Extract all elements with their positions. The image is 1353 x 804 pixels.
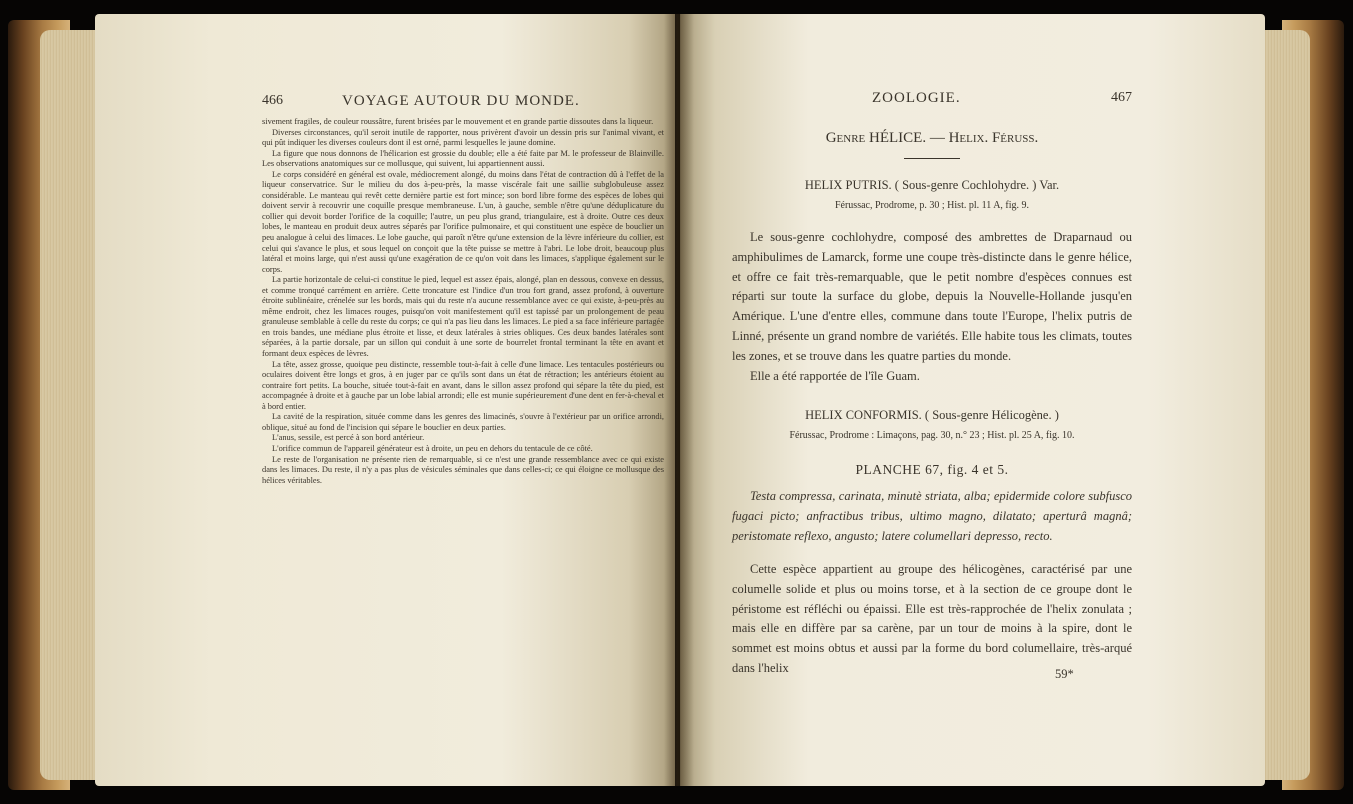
species-reference-putris: Férussac, Prodrome, p. 30 ; Hist. pl. 11 A, fig. 9. xyxy=(834,200,1030,211)
putris-description xyxy=(732,228,1132,386)
left-paragraph: L'orifice commun de l'appareil générateur est à droite, un peu en dehors du tentacule de ce côté. xyxy=(272,443,593,453)
latin-diagnosis xyxy=(732,487,1132,546)
left-paragraph: La figure que nous donnons de l'hélicarion est grossie du double; elle a été faite par M. le professeur de Blainville. Les observations anatomiques sur ce mollusque, qui suivent, lui appartiennent aussi. xyxy=(262,148,664,169)
left-paragraph: L'anus, sessile, est percé à son bord antérieur. xyxy=(272,433,425,443)
right-page-number: 467 xyxy=(1111,90,1132,105)
species-reference-conformis: Férussac, Prodrome : Limaçons, pag. 30, n.° 23 ; Hist. pl. 25 A, fig. 10. xyxy=(789,430,1075,441)
heading-rule xyxy=(904,158,960,159)
left-paragraph: sivement fragiles, de couleur roussâtre, furent brisées par le mouvement et en grande partie dissoutes dans la liqueur. xyxy=(262,117,654,126)
right-running-head xyxy=(732,90,1132,112)
book-gutter xyxy=(664,14,694,786)
left-paragraph: Le reste de l'organisation ne présente rien de remarquable, si ce n'est une grande ressemblance avec ce qui existe dans les limaces. Du reste, il n'y a pas plus de vésicules séminales que dans celles-ci; ce qui éloigne ce mollusque des hélices véritables. xyxy=(262,454,664,485)
putris-paragraph: Elle a été rapportée de l'île Guam. xyxy=(750,368,920,383)
genre-heading: Genre HÉLICE. — Helix. Féruss. xyxy=(825,130,1039,146)
species-heading-putris: HELIX PUTRIS. ( Sous-genre Cochlohydre. ) Var. xyxy=(804,178,1060,192)
signature-mark: 59* xyxy=(1055,667,1074,681)
right-running-title: ZOOLOGIE. xyxy=(872,90,961,106)
putris-paragraph: Le sous-genre cochlohydre, composé des ambrettes de Draparnaud ou amphibulimes de Lamarck, forme une coupe très-distincte dans le genre hélice, et offre ce fait très-remarquable, que le petit nombre d'espèces connues est réparti sur toute la surface du globe, depuis la Nouvelle-Hollande jusqu'en Amérique. L'une d'entre elles, commune dans toute l'Europe, l'helix putris de Linné, présente un grand nombre de variétés. Elle habite tous les climats, toutes les zones, et se trouve dans les quatre parties du monde. xyxy=(732,230,1132,363)
conformis-paragraph: Cette espèce appartient au groupe des hélicogènes, caractérisé par une columelle solide et plus ou moins torse, et à la section de ce groupe dont le péristome est réfléchi ou épaissi. Elle est très-rapprochée de l'helix zonulata ; mais elle en diffère par sa carène, par un tour de moins à la spire, dont le sommet est moins obtus et aussi par la forme du bord columellaire, très-arqué dans l'helix xyxy=(732,562,1132,675)
left-page-body xyxy=(262,117,664,486)
left-paragraph: La cavité de la respiration, située comme dans les genres des limacinés, s'ouvre à l'extérieur par un orifice arrondi, oblique, situé au fond de l'incision qui sépare le bouclier en deux parties. xyxy=(262,412,664,432)
left-paragraph: La partie horizontale de celui-ci constitue le pied, lequel est assez épais, alongé, plan en dessous, convexe en dessus, et comme tronqué carrément en arrière. Cette troncature est l'indice d'un trou fort grand, assez profond, à ouverture étroite sublinéaire, crénelée sur les bords, mais qui du reste n'a aucune ressemblance avec ce qui existe, à-peu-près au même endroit, chez les limaces rouges, puisqu'on voit manifestement qu'il est tapissé par un prolongement de peau granuleuse semblable à celle du reste du corps; ce qui n'a pas lieu dans les limaces. Le pied a sa face inférieure partagée en trois bandes, une médiane plus étroite et lisse, et deux latérales à stries obliques. Ces deux bandes latérales sont séparées, à la partie dorsale, par un sillon qui conduit à une sorte de bourrelet frontal terminant la tête en avant et formant deux espèces de lèvres. xyxy=(262,275,664,359)
left-paragraph: La tête, assez grosse, quoique peu distincte, ressemble tout-à-fait à celle d'une limace. Les tentacules postérieurs ou oculaires doivent être longs et gros, à en juger par ce qu'ils sont dans un état de rétraction; les antérieurs étoient au contraire fort petits. La bouche, située tout-à-fait en avant, dans le sillon assez profond qui sépare la tête du pied, est accompagnée à droite et à gauche par un lobe labial arrondi; elle est munie supérieurement d'une dent en fer-à-cheval et à bord entier. xyxy=(262,359,664,411)
species-heading-conformis: HELIX CONFORMIS. ( Sous-genre Hélicogène. ) xyxy=(805,408,1059,422)
left-running-head xyxy=(262,93,664,115)
left-page-number: 466 xyxy=(262,93,283,108)
left-paragraph: Diverses circonstances, qu'il seroit inutile de rapporter, nous privèrent d'avoir un dessin pris sur l'animal vivant, et qui pût indiquer les diverses couleurs dont il est orné, parmi lesquelles le jaune domine. xyxy=(262,127,664,148)
left-paragraph: Le corps considéré en général est ovale, médiocrement alongé, du moins dans l'état de contraction dû à l'effet de la liqueur conservatrice. Sur le milieu du dos à-peu-près, la masse viscérale fait une saillie subglobuleuse assez considérable. Le manteau qui revêt cette dernière partie est fort mince; son bord libre forme des espèces de lobes qui doivent servir à recouvrir une coquille presque membraneuse. L'un, à gauche, semble n'être qu'une déduplicature du collier qui devoit border l'orifice de la coquille; l'autre, un peu plus grand, triangulaire, est à droite. Outre ces deux lobes, le manteau en produit deux autres séparés par l'orifice pulmonaire, et qui constituent une espèce de bouclier un peu analogue à celui des limaces. Le lobe gauche, qui paroît n'être qu'une extension de la lèvre inférieure du collier, est celui qui s'avance le plus, et sous lequel on conçoit que la tête puisse se mettre à l'abri. Le lobe droit, beaucoup plus latéral et moins large, qui n'est aussi qu'une exagération de ce qu'on voit dans les limaces, s'applique également sur le corps. xyxy=(262,169,664,274)
left-running-title: VOYAGE AUTOUR DU MONDE. xyxy=(342,93,580,109)
conformis-description xyxy=(732,560,1132,679)
plate-reference: PLANCHE 67, fig. 4 et 5. xyxy=(855,462,1009,477)
latin-paragraph: Testa compressa, carinata, minutè striata, alba; epidermide colore subfusco fugaci picto; anfractibus tribus, ultimo magno, dilatato; aperturâ magnâ; peristomate reflexo, angusto; latere columellari depresso, recto. xyxy=(732,489,1132,543)
